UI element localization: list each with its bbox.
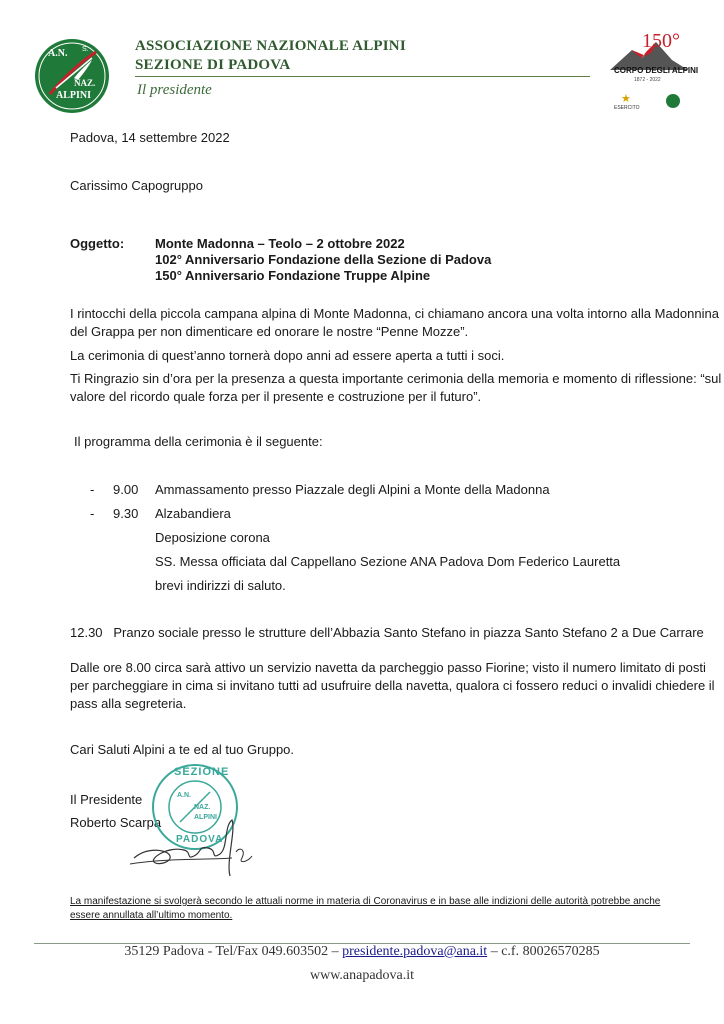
subject-label: Oggetto: [70, 236, 125, 251]
shuttle-line-2: per parcheggiare in cima si invitano tutti ad usufruire della navetta, qualora ci fossero reduci o invalidi chiedere il [70, 678, 715, 693]
logo-text-mid: NAZ. [74, 78, 96, 88]
notice [70, 895, 660, 923]
subject-line-3: 150° Anniversario Fondazione Truppe Alpine [155, 268, 431, 283]
signer-title: Il Presidente [70, 792, 143, 807]
lunch-line: 12.30 Pranzo sociale presso le strutture dell’Abbazia Santo Stefano in piazza Santo Stefano 2 a Due Carrare [70, 625, 704, 640]
program-bullet: - [90, 506, 95, 521]
stamp-mid-1: A.N. [177, 792, 191, 799]
header-divider [135, 76, 590, 77]
ana-small-icon [666, 94, 680, 108]
esercito-label: ESERCITO [614, 105, 640, 111]
program-time: 9.30 [113, 506, 139, 521]
footer-address-post: – c.f. 80026570285 [487, 944, 600, 959]
program-time: 9.00 [113, 482, 139, 497]
logo-text-bottom: ALPINI [56, 90, 92, 101]
org-name: ASSOCIAZIONE NAZIONALE ALPINI [135, 38, 406, 54]
closing: Cari Saluti Alpini a te ed al tuo Gruppo. [70, 742, 295, 757]
letter-greeting: Carissimo Capogruppo [70, 178, 203, 193]
stamp-mid-3: ALPINI [194, 814, 217, 821]
footer-address-pre: 35129 Padova - Tel/Fax 049.603502 – [124, 944, 343, 959]
paragraph-1-line-1: I rintocchi della piccola campana alpina di Monte Madonna, ci chiamano ancora una volta intorno alla Madonnina [70, 306, 719, 321]
program-text: Ammassamento presso Piazzale degli Alpini a Monte della Madonna [155, 482, 550, 497]
paragraph-3-line-2: valore del ricordo quale forza per il presente e costruzione per il futuro”. [70, 389, 482, 404]
anniversary-title: CORPO DEGLI ALPINI [614, 66, 699, 75]
program-text: Alzabandiera [155, 506, 231, 521]
org-section: SEZIONE DI PADOVA [135, 57, 291, 73]
star-icon: ★ [621, 93, 631, 105]
ana-logo [34, 38, 110, 114]
paragraph-3-line-1: Ti Ringrazio sin d’ora per la presenza a questa importante cerimonia della memoria e momento di riflessione: “sul [70, 371, 722, 386]
stamp-top-text: SEZIONE [174, 766, 230, 778]
letter-date: Padova, 14 settembre 2022 [70, 130, 230, 145]
program-text: SS. Messa officiata dal Cappellano Sezione ANA Padova Dom Federico Lauretta [155, 554, 621, 569]
notice-line-1: La manifestazione si svolgerà secondo le attuali norme in materia di Coronavirus e in base alle indizioni delle autorità potrebbe anche [70, 896, 661, 907]
footer-email-link[interactable]: presidente.padova@ana.it [342, 944, 488, 959]
header-subtitle: Il presidente [137, 82, 212, 98]
shuttle-line-1: Dalle ore 8.00 circa sarà attivo un servizio navetta da parcheggio passo Fiorine; visto il numero limitato di posti [70, 660, 706, 675]
program-text: brevi indirizzi di saluto. [155, 578, 286, 593]
program-text: Deposizione corona [155, 530, 270, 545]
subject-line-1: Monte Madonna – Teolo – 2 ottobre 2022 [155, 236, 405, 251]
logo-text-top: A.N. [48, 48, 68, 59]
handwritten-signature [128, 806, 258, 886]
program-intro: Il programma della cerimonia è il seguente: [74, 434, 323, 449]
anniversary-number: 150° [642, 30, 680, 52]
anniversary-years: 1872 - 2022 [634, 77, 661, 83]
footer-address [0, 944, 724, 960]
anniversary-logo [606, 30, 699, 114]
shuttle-line-3: pass alla segreteria. [70, 696, 187, 711]
paragraph-1-line-2: del Grappa per non dimenticare ed onorare le nostre “Penne Mozze”. [70, 324, 469, 339]
program-bullet: - [90, 482, 95, 497]
footer-website[interactable]: www.anapadova.it [309, 968, 415, 983]
logo-text-sec: S. [82, 46, 89, 53]
stamp-mid-2: NAZ. [194, 804, 211, 811]
paragraph-2: La cerimonia di quest’anno tornerà dopo anni ad essere aperta a tutti i soci. [70, 348, 505, 363]
signer-name: Roberto Scarpa [70, 815, 162, 830]
stamp-bottom-text: PADOVA [176, 834, 224, 845]
notice-line-2: essere annullata all’ultimo momento. [70, 910, 233, 921]
subject-line-2: 102° Anniversario Fondazione della Sezione di Padova [155, 252, 492, 267]
ana-logo-graphic [34, 38, 110, 114]
